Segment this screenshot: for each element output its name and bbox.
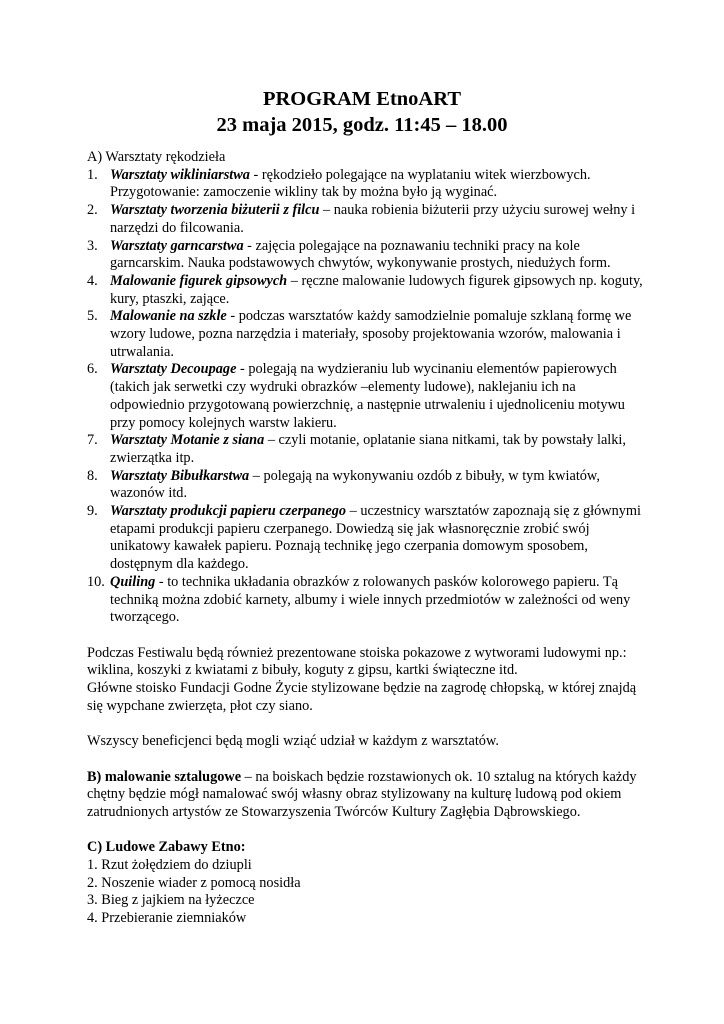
item-number: 1. <box>87 166 98 183</box>
section-c-heading: C) Ludowe Zabawy Etno: <box>87 839 246 856</box>
game-item: 2. Noszenie wiader z pomocą nosidła <box>87 874 301 891</box>
workshop-item <box>87 574 643 627</box>
workshop-name: Quiling <box>110 573 156 590</box>
workshop-name: Warsztaty tworzenia biżuterii z filcu <box>110 202 320 219</box>
game-item: 3. Bieg z jajkiem na łyżeczce <box>87 892 255 909</box>
workshop-name: Warsztaty Motanie z siana <box>110 432 265 449</box>
workshop-description: - zajęcia polegające na poznawaniu techniki pracy na kole garncarskim. Nauka podstawowych chwytów, wykonywanie prostych, niedużych form. <box>110 237 611 272</box>
game-item: 1. Rzut żołędziem do dziupli <box>87 857 252 874</box>
festival-paragraph: Podczas Festiwalu będą również prezentowane stoiska pokazowe z wytworami ludowymi np.: wiklina, koszyki z kwiatami z bibuły, koguty z gipsu, kartki świąteczne itd. <box>87 644 627 679</box>
game-item: 4. Przebieranie ziemniaków <box>87 910 247 927</box>
spacer <box>87 751 643 769</box>
page-subtitle: 23 maja 2015, godz. 11:45 – 18.00 <box>216 114 508 136</box>
page-title: PROGRAM EtnoART <box>262 88 461 110</box>
title-block <box>0 86 724 138</box>
festival-paragraph: Główne stoisko Fundacji Godne Życie stylizowane będzie na zagrodę chłopską, w której znajdą się wypchane zwierzęta, płot czy siano. <box>87 680 637 714</box>
workshop-item <box>87 361 643 432</box>
workshop-item <box>87 308 643 361</box>
section-a-heading: A) Warsztaty rękodzieła <box>87 149 226 165</box>
workshop-name: Malowanie figurek gipsowych <box>110 272 288 289</box>
workshop-description: – ręczne malowanie ludowych figurek gipsowych np. koguty, kury, ptaszki, zające. <box>110 272 643 307</box>
item-number: 2. <box>87 202 98 219</box>
workshop-item <box>87 238 643 273</box>
item-number: 10. <box>87 573 105 590</box>
section-b-text: – na boiskach będzie rozstawionych ok. 10 sztalug na których każdy chętny będzie mógł namalować swój własny obraz stylizowany na kulturę ludową pod okiem zatrudnionych artystów ze Stowarzyszenia Twórców Kultury Zagłębia Dąbrowskiego. <box>87 768 637 820</box>
workshop-item <box>87 202 643 237</box>
spacer <box>87 627 643 645</box>
item-number: 7. <box>87 432 98 449</box>
beneficiaries-paragraph: Wszyscy beneficjenci będą mogli wziąć udział w każdym z warsztatów. <box>87 733 499 750</box>
workshop-name: Warsztaty Decoupage <box>110 361 237 378</box>
item-number: 8. <box>87 467 98 484</box>
workshop-name: Warsztaty wikliniarstwa <box>110 166 250 183</box>
workshop-item <box>87 167 643 202</box>
spacer <box>87 822 643 840</box>
workshop-list <box>87 167 643 627</box>
workshop-item <box>87 468 643 503</box>
workshop-description: – czyli motanie, oplatanie siana nitkami, tak by powstały lalki, zwierzątka itp. <box>110 432 626 466</box>
section-b-heading: B) malowanie sztalugowe <box>87 768 242 785</box>
item-number: 5. <box>87 308 98 325</box>
workshop-description: - rękodzieło polegające na wyplataniu witek wierzbowych. Przygotowanie: zamoczenie wikliny tak by można było ją wyginać. <box>110 166 591 201</box>
workshop-description: – polegają na wykonywaniu ozdób z bibuły, w tym kwiatów, wazonów itd. <box>110 467 600 502</box>
workshop-description: - podczas warsztatów każdy samodzielnie pomaluje szklaną formę we wzory ludowe, pozna narzędzia i materiały, sposoby projektowania wzorów, malowania i utrwalania. <box>110 308 632 360</box>
workshop-name: Warsztaty garncarstwa <box>110 237 244 254</box>
workshop-name: Warsztaty produkcji papieru czerpanego <box>110 503 347 520</box>
games-list <box>87 857 643 928</box>
workshop-description: – uczestnicy warsztatów zapoznają się z głównymi etapami produkcji papieru czerpanego. Dowiedzą się jak własnoręcznie zrobić swój unikatowy kawałek papieru. Poznają technikę jego czerpania domowym sposobem, dostępnym dla każdego. <box>110 503 642 573</box>
workshop-description: – nauka robienia biżuterii przy użyciu surowej wełny i narzędzi do filcowania. <box>110 202 636 236</box>
item-number: 6. <box>87 361 98 378</box>
item-number: 3. <box>87 237 98 254</box>
workshop-description: - to technika układania obrazków z rolowanych pasków kolorowego papieru. Tą techniką można zdobić karnety, albumy i wiele innych przedmiotów w zależności od weny tworzącego. <box>110 573 631 626</box>
section-b-paragraph <box>87 769 643 822</box>
workshop-name: Malowanie na szkle <box>110 308 227 325</box>
workshop-item <box>87 273 643 308</box>
workshop-name: Warsztaty Bibułkarstwa <box>110 467 250 484</box>
workshop-item <box>87 503 643 574</box>
document-body <box>87 149 643 928</box>
workshop-item <box>87 432 643 467</box>
spacer <box>87 715 643 733</box>
item-number: 4. <box>87 272 98 289</box>
workshop-description: - polegają na wydzieraniu lub wycinaniu elementów papierowych (takich jak serwetki czy wydruki obrazków –elementy ludowe), naklejaniu ich na odpowiednio przygotowaną powierzchnię, a następnie utrwaleniu i ujednoliceniu motywu przy pomocy kolejnych warstw lakieru. <box>110 361 625 431</box>
item-number: 9. <box>87 503 98 520</box>
